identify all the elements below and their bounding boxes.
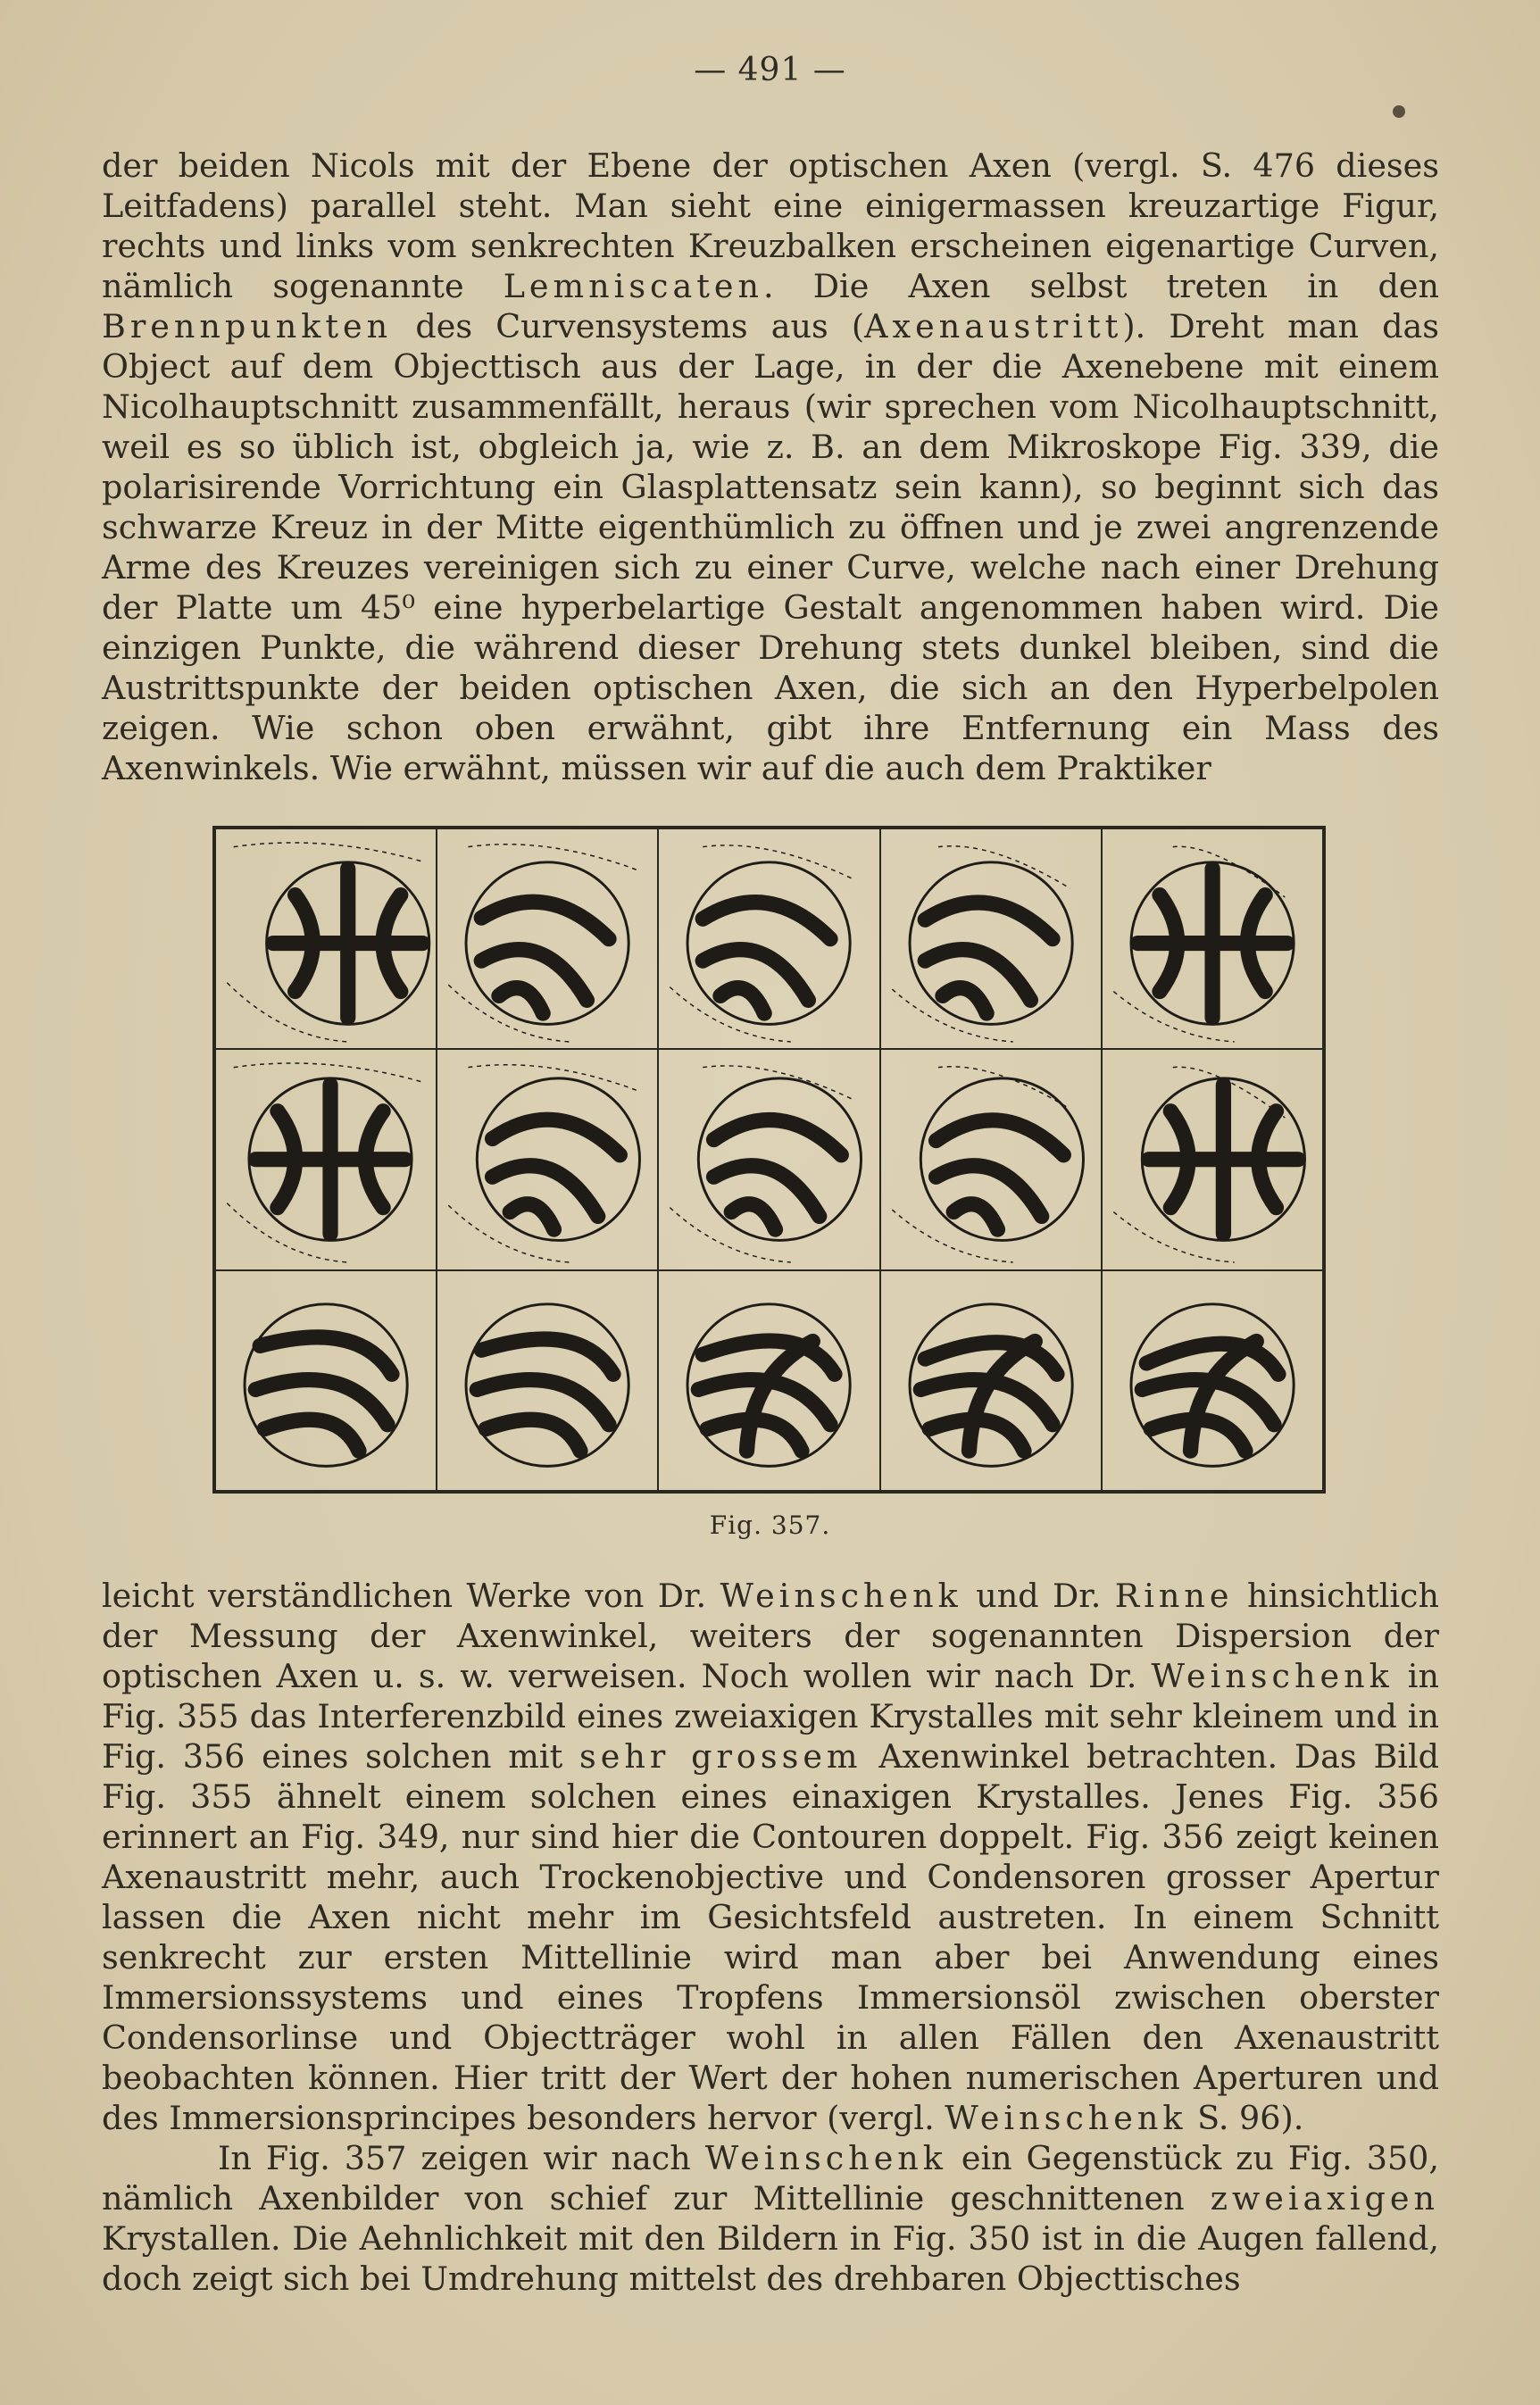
isogyre-bands — [703, 903, 831, 1013]
interference-figure — [216, 1050, 436, 1269]
interference-figure — [659, 829, 878, 1048]
isogyre-band — [732, 1204, 776, 1229]
figure-caption: Fig. 357. — [709, 1510, 831, 1540]
emphasis-sehr-grossem: sehr grossem — [579, 1737, 862, 1776]
figure-cell — [658, 1049, 879, 1269]
isogyre-band — [264, 1419, 359, 1451]
text-run: Axenwinkel betrachten. Das Bild Fig. 355 ähnelt einem solchen eines einaxigen Krystalles. Jenes Fig. 356 erinnert an Fig. 349, nur sind hier die Contouren doppelt. Fig. 356 zeigt keinen Axenaustritt mehr, auch Trockenobjective und Condensoren grosser Apertur lassen die Axen nicht mehr im Gesichtsfeld austreten. In einem Schnitt senkrecht zur ersten Mittellinie wird man aber bei Anwendung eines Immersionssystems und eines Tropfens Immersionsöl zwischen oberster Condensorlinse und Objectträger wohl in allen Fällen den Axenaustritt beobachten können. Hier tritt der Wert der hohen numerischen Aperturen und des Immersionsprincipes besonders hervor (vergl. — [102, 1737, 1439, 2137]
page-number: — 491 — — [694, 52, 846, 88]
text-run: In Fig. 357 zeigen wir nach — [218, 2139, 705, 2177]
text-run: ein Gegenstück zu Fig. 350, nämlich Axenbilder von schief zur Mittellinie geschnittenen — [102, 2139, 1440, 2218]
interference-figure — [881, 1050, 1101, 1269]
figure-cell — [437, 1270, 658, 1491]
isogyre-bands — [1137, 869, 1286, 1018]
interference-figure — [1103, 1050, 1322, 1269]
ink-speck — [1393, 105, 1405, 118]
isogyre-bands — [273, 869, 422, 1018]
figure-cell — [880, 1049, 1102, 1269]
isogyre-band — [499, 988, 543, 1013]
isogyre-band — [481, 1339, 613, 1374]
isogyre-bands — [699, 1341, 836, 1451]
isogyre-bands — [714, 1120, 842, 1230]
figure-cell — [1102, 1270, 1323, 1491]
text-run: der beiden Nicols mit der Ebene der optischen Axen (vergl. S. 476 dieses Leitfadens) parallel steht. Man sieht eine einigermassen kreuzartige Figur, rechts und links vom senkrechten Kreuzbalken erscheinen eigenartige Curven, nämlich sogenannte — [102, 146, 1439, 305]
text-run: Krystallen. Die Aehnlichkeit mit den Bildern in Fig. 350 ist in die Augen fallend, doch zeigt sich bei Umdrehung mittelst des drehbaren Objecttisches — [102, 2219, 1439, 2298]
figure-cell — [437, 1049, 658, 1269]
figure-cell — [1102, 828, 1323, 1049]
interference-figure — [216, 829, 436, 1048]
isogyre-bands — [925, 903, 1053, 1013]
text-run: und Dr. — [961, 1577, 1115, 1615]
interference-figure — [437, 829, 657, 1048]
figure-357-grid — [212, 826, 1326, 1494]
isogyre-bands — [255, 1337, 392, 1451]
isogyre-bands — [1142, 1341, 1278, 1451]
figure-cell — [437, 828, 658, 1049]
isogyre-bands — [920, 1341, 1057, 1451]
emphasis-axenaustritt: Axenaustritt — [864, 307, 1123, 345]
figure-cell — [658, 828, 879, 1049]
isogyre-band — [720, 988, 764, 1013]
figure-cell — [880, 828, 1102, 1049]
isogyre-band — [943, 988, 986, 1013]
interference-figure — [1103, 829, 1322, 1048]
interference-figure — [437, 1050, 657, 1269]
text-run: hinsichtlich der Messung der Axenwinkel, weiters der sogenannten Dispersion der optischen Axen u. s. w. verweisen. Noch wollen wir nach Dr. — [102, 1577, 1439, 1695]
text-run: in Fig. 355 das Interferenzbild eines zweiaxigen Krystalles mit sehr kleinem und in Fig. 356 eines solchen mit — [102, 1657, 1439, 1776]
text-run: des Curvensystems aus ( — [392, 307, 865, 345]
figure-cell — [880, 1270, 1102, 1491]
text-run: . Die Axen selbst treten in den — [763, 267, 1439, 305]
isogyre-band — [925, 903, 1053, 939]
name-weinschenk: Weinschenk — [704, 2139, 947, 2177]
isogyre-bands — [255, 1086, 404, 1235]
interference-figure — [659, 1271, 878, 1490]
interference-figure — [881, 829, 1101, 1048]
text-run: leicht verständlichen Werke von Dr. — [102, 1577, 720, 1615]
emphasis-lemniscaten: Lemniscaten — [503, 267, 764, 305]
isogyre-band — [703, 903, 831, 939]
figure-cell — [215, 1049, 437, 1269]
figure-cell — [1102, 1049, 1323, 1269]
text-run: ). Dreht man das Object auf dem Objecttisch aus der Lage, in der die Axenebene mit einem Nicolhauptschnitt zusammenfällt, heraus (wir sprechen vom Nicolhauptschnitt, weil es so üblich ist, obgleich ja, wie z. B. an dem Mikroskope Fig. 339, die polarisirende Vorrichtung ein Glasplattensatz sein kann), so beginnt sich das schwarze Kreuz in der Mitte eigenthümlich zu öffnen und je zwei angrenzende Arme des Kreuzes vereinigen sich zu einer Curve, welche nach einer Drehung der Platte um 45⁰ eine hyperbelartige Gestalt angenommen haben wird. Die einzigen Punkte, die während dieser Drehung stets dunkel bleiben, sind die Austrittspunkte der beiden optischen Axen, die sich an den Hyperbelpolen zeigen. Wie schon oben erwähnt, gibt ihre Entfernung ein Mass des Axenwinkels. Wie erwähnt, müssen wir auf die auch dem Praktiker — [102, 307, 1439, 787]
name-weinschenk: Weinschenk — [1151, 1657, 1394, 1695]
interference-figure — [437, 1271, 657, 1490]
isogyre-band — [953, 1204, 997, 1229]
text-run: S. 96). — [1186, 2099, 1304, 2137]
isogyre-bands — [1148, 1086, 1297, 1235]
interference-figure — [216, 1271, 436, 1490]
isogyre-band — [510, 1204, 554, 1229]
isogyre-band — [486, 1419, 580, 1451]
name-weinschenk: Weinschenk — [945, 2099, 1187, 2137]
isogyre-bands — [478, 1339, 614, 1451]
name-rinne: Rinne — [1114, 1577, 1234, 1615]
isogyre-band — [936, 1120, 1063, 1155]
isogyre-bands — [481, 902, 609, 1013]
isogyre-bands — [936, 1120, 1063, 1229]
isogyre-bands — [493, 1119, 620, 1229]
figure-cell — [215, 828, 437, 1049]
isogyre-band — [481, 902, 609, 938]
emphasis-brennpunkten: Brennpunkten — [102, 307, 393, 345]
paragraph-top — [102, 146, 1439, 788]
paragraph-bottom — [102, 1576, 1439, 2299]
figure-cell — [215, 1270, 437, 1491]
isogyre-band — [714, 1120, 842, 1155]
name-weinschenk: Weinschenk — [720, 1577, 962, 1615]
isogyre-band — [493, 1119, 620, 1155]
interference-figure — [1103, 1271, 1322, 1490]
isogyre-band — [260, 1337, 392, 1374]
figure-cell — [658, 1270, 879, 1491]
interference-figure — [881, 1271, 1101, 1490]
emphasis-zweiaxigen: zweiaxigen — [1210, 2179, 1439, 2218]
interference-figure — [659, 1050, 878, 1269]
